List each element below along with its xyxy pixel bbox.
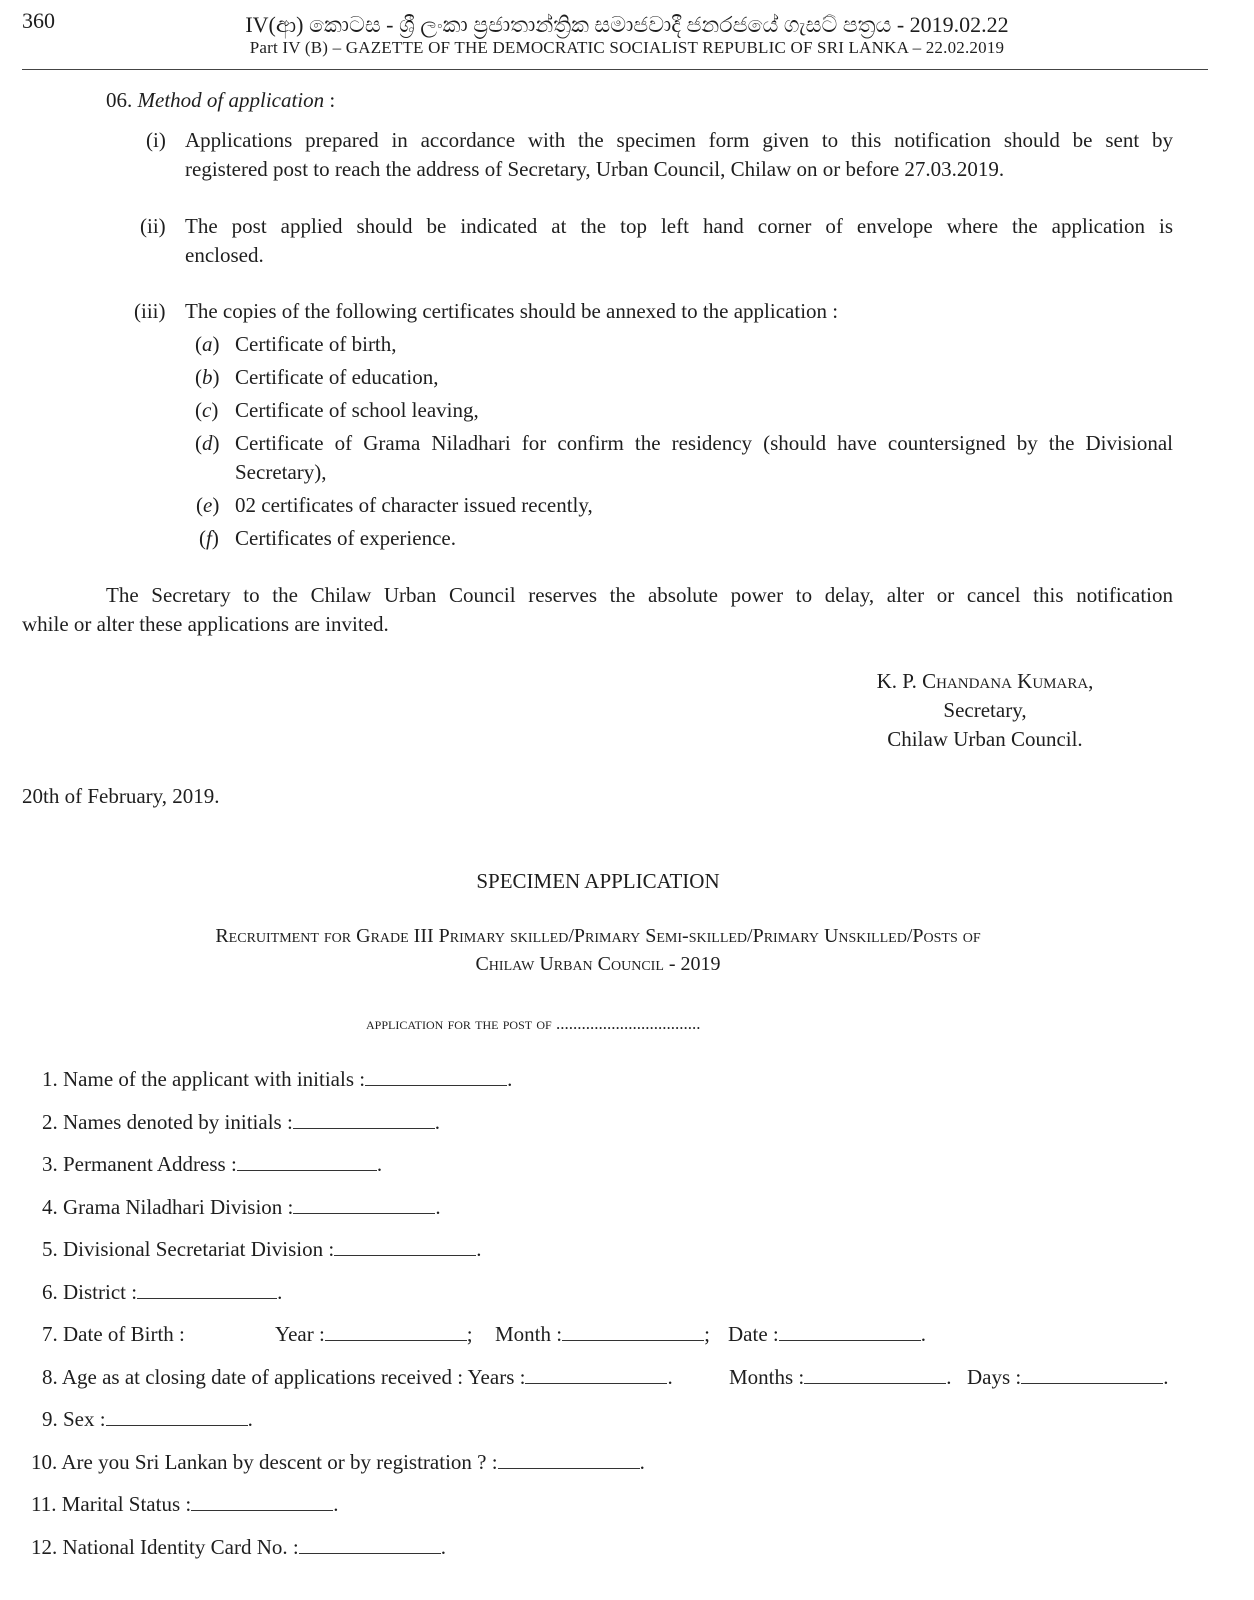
item-number: (iii)	[134, 299, 166, 323]
form-field-permanent-address: 3. Permanent Address : .	[42, 1152, 383, 1176]
certificate-text: Certificate of school leaving,	[235, 398, 479, 422]
notice-date: 20th of February, 2019.	[22, 784, 220, 808]
gazette-title-english: Part IV (B) – GAZETTE OF THE DEMOCRATIC SOCIALIST REPUBLIC OF SRI LANKA – 22.02.2019	[249, 38, 1005, 57]
page-number: 360	[22, 8, 55, 33]
form-field-name-with-initials: 1. Name of the applicant with initials : .	[42, 1067, 513, 1091]
blank-line	[334, 1241, 476, 1256]
blank-line	[237, 1156, 377, 1171]
item-text-line: Applications prepared in accordance with the specimen form given to this notification should be sent by	[185, 128, 1173, 152]
form-field-nic-number: 12. National Identity Card No. : .	[31, 1535, 446, 1559]
item-text-line: The copies of the following certificates should be annexed to the application :	[185, 299, 839, 323]
certificate-letter: (d)	[195, 431, 220, 455]
form-field-date-of-birth: 7. Date of Birth :	[42, 1322, 185, 1346]
blank-line	[498, 1454, 640, 1469]
certificate-letter: (c)	[195, 398, 219, 422]
blank-line	[191, 1496, 333, 1511]
post-applied-line	[366, 1014, 700, 1034]
certificate-text: Certificate of Grama Niladhari for confirm the residency (should have countersigned by the Divisional	[235, 431, 1173, 455]
form-field-divisional-secretariat: 5. Divisional Secretariat Division : .	[42, 1237, 482, 1261]
certificate-letter: (b)	[195, 365, 220, 389]
post-label: application for the post of	[366, 1014, 552, 1033]
certificate-text: Certificates of experience.	[235, 526, 456, 550]
signatory-office: Chilaw Urban Council.	[887, 727, 1083, 751]
section-colon: :	[324, 88, 336, 112]
section-title: Method of application	[137, 88, 325, 112]
blank-line	[365, 1071, 507, 1086]
section-number: 06.	[106, 88, 133, 112]
reservation-paragraph-line: The Secretary to the Chilaw Urban Council reserves the absolute power to delay, alter or cancel this notification	[106, 583, 1173, 607]
specimen-subtitle-line: Recruitment for Grade III Primary skilled/Primary Semi-skilled/Primary Unskilled/Posts of	[215, 925, 981, 947]
header-rule	[22, 69, 1208, 70]
blank-line	[525, 1369, 667, 1384]
item-text-line: The post applied should be indicated at the top left hand corner of envelope where the application is	[185, 214, 1173, 238]
certificate-text: Certificate of birth,	[235, 332, 397, 356]
gazette-title-sinhala: IV(ආ) කොටස - ශ්‍රී ලංකා ප්‍රජාතාන්ත්‍රික සමාජවාදී ජනරජයේ ගැසට් පත්‍රය - 2019.02.22	[245, 12, 1009, 37]
blank-line	[293, 1199, 435, 1214]
blank-line	[779, 1326, 921, 1341]
form-field-marital-status: 11. Marital Status : .	[31, 1492, 339, 1516]
blank-line	[562, 1326, 704, 1341]
specimen-subtitle-line: Chilaw Urban Council - 2019	[475, 953, 721, 975]
dob-year-field: Year : ;	[275, 1322, 473, 1346]
item-text-line: registered post to reach the address of Secretary, Urban Council, Chilaw on or before 27.03.2019.	[185, 157, 1005, 181]
form-field-sex: 9. Sex : .	[42, 1407, 253, 1431]
certificate-text: 02 certificates of character issued recently,	[235, 493, 593, 517]
form-field-names-denoted: 2. Names denoted by initials : .	[42, 1110, 441, 1134]
blank-line	[299, 1539, 441, 1554]
form-field-age: 8. Age as at closing date of applications received : Years : .	[42, 1365, 673, 1389]
item-number: (i)	[146, 128, 166, 152]
signatory-name: K. P. Chandana Kumara,	[876, 669, 1094, 693]
section-heading	[106, 86, 335, 115]
item-text-line: enclosed.	[185, 243, 264, 267]
blank-line	[325, 1326, 467, 1341]
reservation-paragraph-line: while or alter these applications are invited.	[22, 612, 389, 636]
age-months-field: Months : .	[729, 1365, 952, 1389]
blank-line	[106, 1411, 248, 1426]
certificate-letter: (e)	[196, 493, 220, 517]
certificate-letter: (a)	[195, 332, 220, 356]
blank-line	[1021, 1369, 1163, 1384]
certificate-text: Secretary),	[235, 460, 327, 484]
dob-month-field: Month : ;	[495, 1322, 710, 1346]
form-field-grama-niladhari-division: 4. Grama Niladhari Division : .	[42, 1195, 441, 1219]
blank-line	[293, 1114, 435, 1129]
certificate-text: Certificate of education,	[235, 365, 439, 389]
post-blank-dots: ..................................	[555, 1014, 701, 1033]
certificate-letter: (f)	[199, 526, 219, 550]
item-number: (ii)	[140, 214, 166, 238]
form-field-citizenship: 10. Are you Sri Lankan by descent or by registration ? : .	[31, 1450, 645, 1474]
signatory-title: Secretary,	[943, 698, 1027, 722]
specimen-title: SPECIMEN APPLICATION	[476, 869, 720, 893]
blank-line	[137, 1284, 277, 1299]
dob-date-field: Date : .	[728, 1322, 926, 1346]
blank-line	[804, 1369, 946, 1384]
form-field-district: 6. District : .	[42, 1280, 283, 1304]
age-days-field: Days : .	[967, 1365, 1169, 1389]
